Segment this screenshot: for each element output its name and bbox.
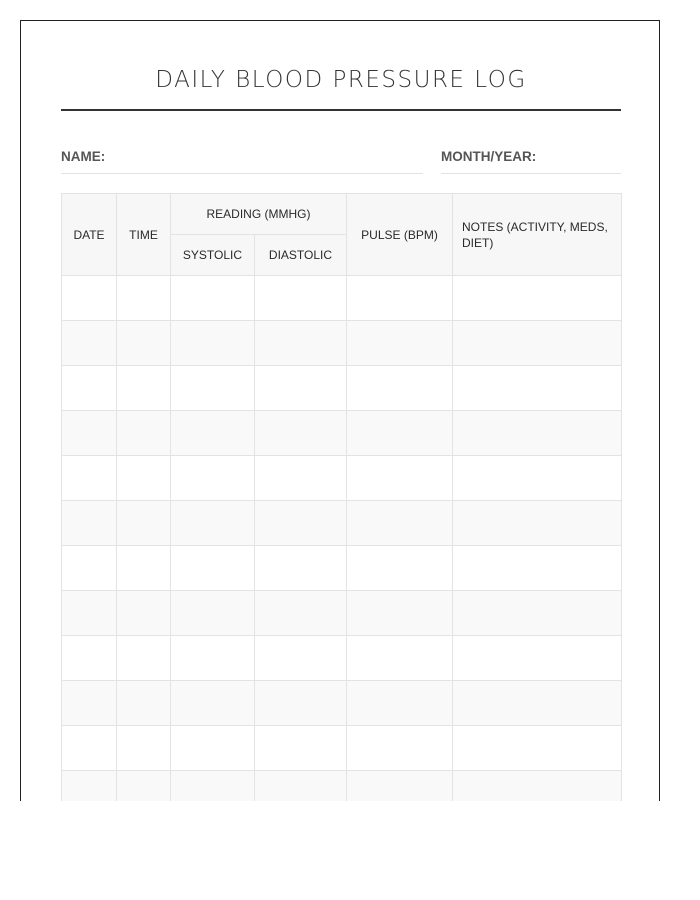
date-cell[interactable] bbox=[62, 546, 117, 591]
notes-cell[interactable] bbox=[453, 546, 622, 591]
systolic-cell[interactable] bbox=[171, 366, 255, 411]
header-date: DATE bbox=[62, 194, 117, 276]
month-year-label: MONTH/YEAR: bbox=[441, 149, 537, 164]
table-row bbox=[62, 591, 622, 636]
date-cell[interactable] bbox=[62, 726, 117, 771]
diastolic-cell[interactable] bbox=[255, 681, 347, 726]
date-cell[interactable] bbox=[62, 591, 117, 636]
systolic-cell[interactable] bbox=[171, 591, 255, 636]
name-field[interactable] bbox=[61, 149, 423, 174]
diastolic-cell[interactable] bbox=[255, 591, 347, 636]
pulse-cell[interactable] bbox=[347, 501, 453, 546]
notes-cell[interactable] bbox=[453, 591, 622, 636]
diastolic-cell[interactable] bbox=[255, 501, 347, 546]
pulse-cell[interactable] bbox=[347, 546, 453, 591]
page-title: DAILY BLOOD PRESSURE LOG bbox=[155, 67, 527, 93]
pulse-cell[interactable] bbox=[347, 321, 453, 366]
pulse-cell[interactable] bbox=[347, 411, 453, 456]
time-cell[interactable] bbox=[117, 276, 171, 321]
systolic-cell[interactable] bbox=[171, 771, 255, 802]
time-cell[interactable] bbox=[117, 591, 171, 636]
time-cell[interactable] bbox=[117, 456, 171, 501]
date-cell[interactable] bbox=[62, 456, 117, 501]
systolic-cell[interactable] bbox=[171, 411, 255, 456]
time-cell[interactable] bbox=[117, 546, 171, 591]
date-cell[interactable] bbox=[62, 321, 117, 366]
time-cell[interactable] bbox=[117, 366, 171, 411]
notes-cell[interactable] bbox=[453, 411, 622, 456]
pulse-cell[interactable] bbox=[347, 591, 453, 636]
systolic-cell[interactable] bbox=[171, 726, 255, 771]
pulse-cell[interactable] bbox=[347, 681, 453, 726]
table-row bbox=[62, 546, 622, 591]
date-cell[interactable] bbox=[62, 681, 117, 726]
date-cell[interactable] bbox=[62, 636, 117, 681]
notes-cell[interactable] bbox=[453, 681, 622, 726]
log-table bbox=[61, 193, 622, 801]
time-cell[interactable] bbox=[117, 681, 171, 726]
notes-cell[interactable] bbox=[453, 726, 622, 771]
diastolic-cell[interactable] bbox=[255, 636, 347, 681]
time-cell[interactable] bbox=[117, 771, 171, 802]
log-sheet bbox=[20, 20, 660, 801]
notes-cell[interactable] bbox=[453, 501, 622, 546]
systolic-cell[interactable] bbox=[171, 321, 255, 366]
diastolic-cell[interactable] bbox=[255, 726, 347, 771]
pulse-cell[interactable] bbox=[347, 771, 453, 802]
month-year-field[interactable] bbox=[441, 149, 621, 174]
header-systolic: SYSTOLIC bbox=[171, 235, 255, 276]
date-cell[interactable] bbox=[62, 771, 117, 802]
notes-cell[interactable] bbox=[453, 276, 622, 321]
time-cell[interactable] bbox=[117, 501, 171, 546]
date-cell[interactable] bbox=[62, 501, 117, 546]
date-cell[interactable] bbox=[62, 366, 117, 411]
diastolic-cell[interactable] bbox=[255, 771, 347, 802]
table-row bbox=[62, 636, 622, 681]
time-cell[interactable] bbox=[117, 636, 171, 681]
table-row bbox=[62, 726, 622, 771]
header-reading: READING (MMHG) bbox=[171, 194, 347, 235]
systolic-cell[interactable] bbox=[171, 501, 255, 546]
systolic-cell[interactable] bbox=[171, 681, 255, 726]
diastolic-cell[interactable] bbox=[255, 366, 347, 411]
header-time: TIME bbox=[117, 194, 171, 276]
notes-cell[interactable] bbox=[453, 636, 622, 681]
name-label: NAME: bbox=[61, 149, 106, 164]
table-row bbox=[62, 681, 622, 726]
notes-cell[interactable] bbox=[453, 456, 622, 501]
pulse-cell[interactable] bbox=[347, 456, 453, 501]
table-header-row bbox=[62, 194, 622, 235]
table-row bbox=[62, 771, 622, 802]
diastolic-cell[interactable] bbox=[255, 546, 347, 591]
pulse-cell[interactable] bbox=[347, 726, 453, 771]
table-row bbox=[62, 456, 622, 501]
diastolic-cell[interactable] bbox=[255, 276, 347, 321]
table-row bbox=[62, 501, 622, 546]
notes-cell[interactable] bbox=[453, 321, 622, 366]
systolic-cell[interactable] bbox=[171, 456, 255, 501]
header-diastolic: DIASTOLIC bbox=[255, 235, 347, 276]
header-notes: NOTES (ACTIVITY, MEDS, DIET) bbox=[453, 194, 622, 276]
systolic-cell[interactable] bbox=[171, 636, 255, 681]
pulse-cell[interactable] bbox=[347, 636, 453, 681]
systolic-cell[interactable] bbox=[171, 546, 255, 591]
notes-cell[interactable] bbox=[453, 771, 622, 802]
time-cell[interactable] bbox=[117, 321, 171, 366]
time-cell[interactable] bbox=[117, 411, 171, 456]
title-divider bbox=[61, 109, 621, 111]
pulse-cell[interactable] bbox=[347, 366, 453, 411]
notes-cell[interactable] bbox=[453, 366, 622, 411]
diastolic-cell[interactable] bbox=[255, 411, 347, 456]
table-row bbox=[62, 276, 622, 321]
log-table-body bbox=[62, 276, 622, 802]
diastolic-cell[interactable] bbox=[255, 321, 347, 366]
table-row bbox=[62, 411, 622, 456]
diastolic-cell[interactable] bbox=[255, 456, 347, 501]
table-row bbox=[62, 321, 622, 366]
time-cell[interactable] bbox=[117, 726, 171, 771]
header-pulse: PULSE (BPM) bbox=[347, 194, 453, 276]
table-row bbox=[62, 366, 622, 411]
systolic-cell[interactable] bbox=[171, 276, 255, 321]
date-cell[interactable] bbox=[62, 411, 117, 456]
date-cell[interactable] bbox=[62, 276, 117, 321]
pulse-cell[interactable] bbox=[347, 276, 453, 321]
